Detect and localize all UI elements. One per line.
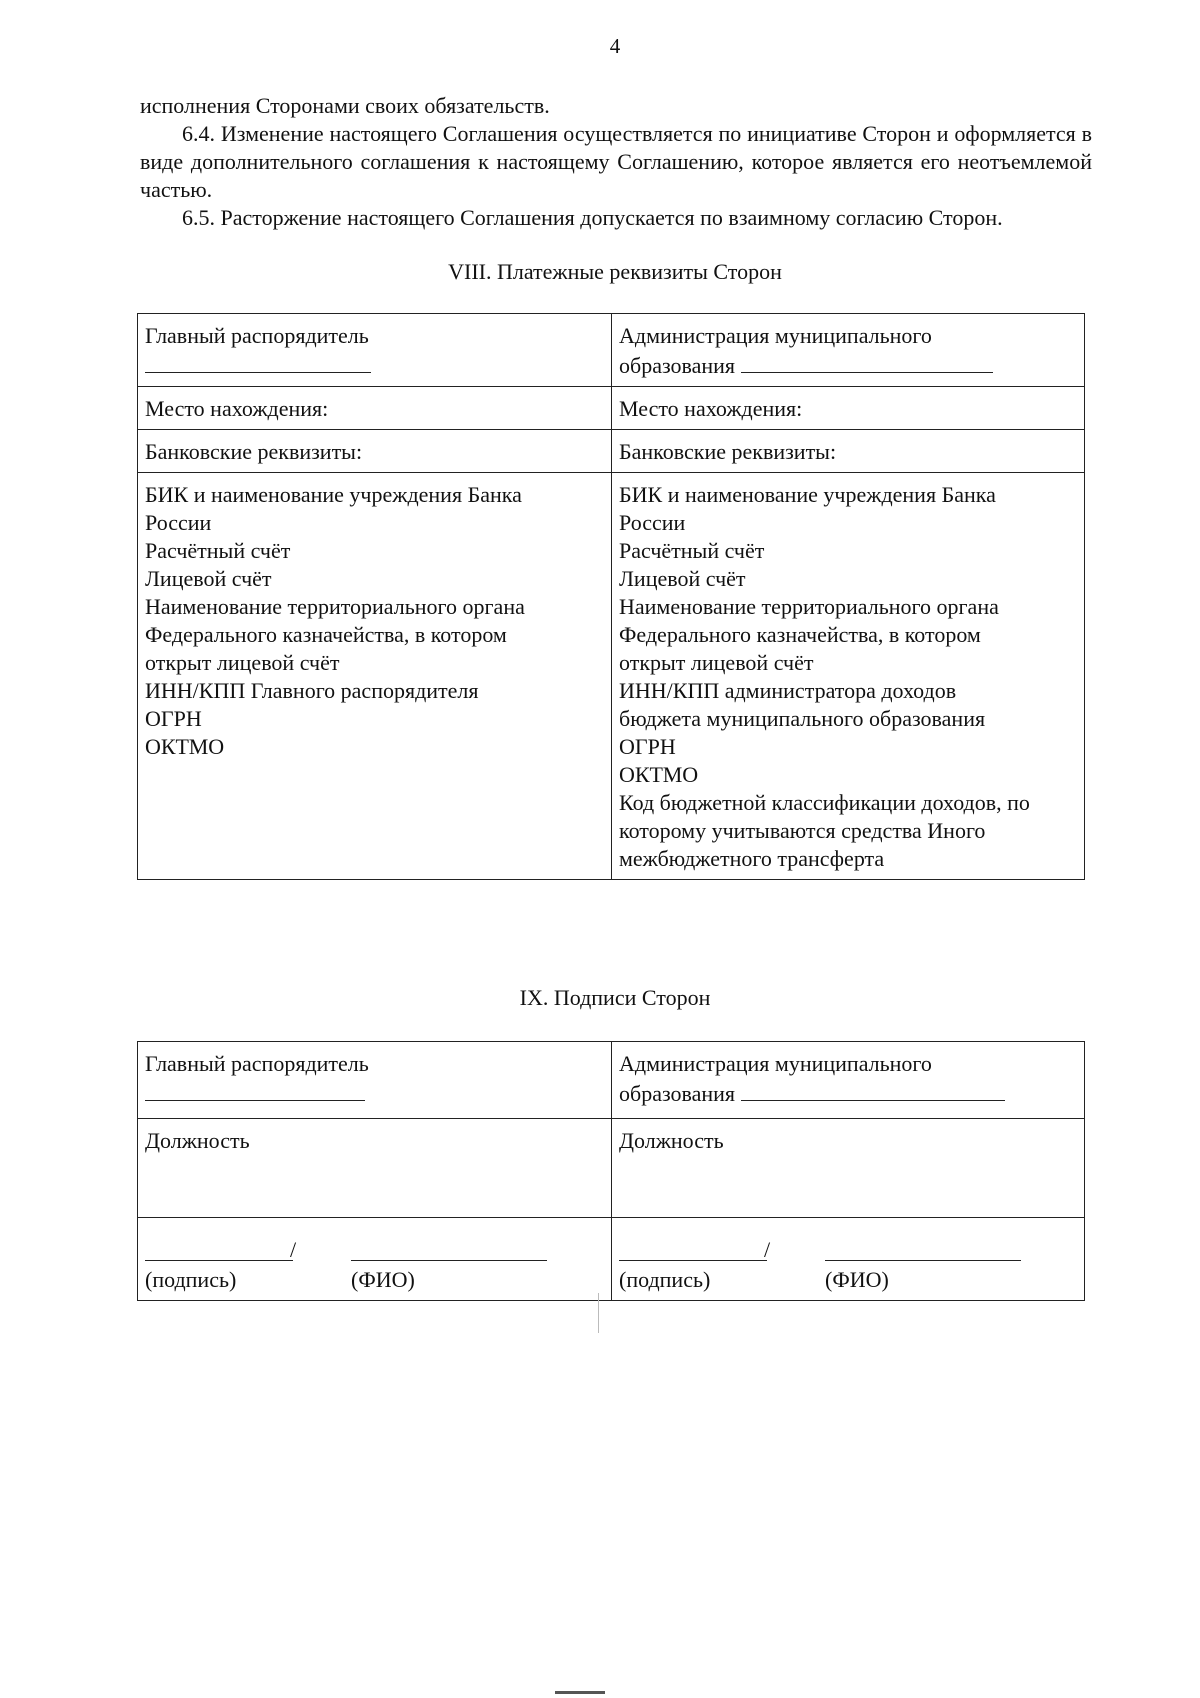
right-bank-details [612,473,1085,880]
right-location: Место нахождения: [612,387,1085,430]
left-detail-line: ИНН/КПП Главного распорядителя [145,678,479,703]
sig-left-name-line [351,1226,547,1261]
right-bank-heading: Банковские реквизиты: [612,430,1085,473]
sig-right-signature-line [619,1226,767,1261]
left-detail-line: Расчётный счёт [145,538,291,563]
right-detail-line: Федерального казначейства, в котором [619,622,981,647]
paragraph-6-5: 6.5. Расторжение настоящего Соглашения допускается по взаимному согласию Сторон. [182,205,1003,230]
sig-right-slash: / [764,1237,771,1262]
paragraph-6-3-end: исполнения Сторонами своих обязательств. [140,93,550,118]
left-party-blank-line [145,350,605,380]
left-detail-line: ОКТМО [145,734,225,759]
bank-details-row [138,473,1085,880]
scan-artifact-mark [555,1691,605,1694]
left-detail-line: открыт лицевой счёт [145,650,340,675]
sig-left-party-blank-line [145,1078,605,1108]
page-number: 4 [609,34,621,58]
sig-right-position: Должность [612,1119,1085,1218]
sig-left-sign-cell [138,1218,612,1301]
left-bank-heading: Банковские реквизиты: [138,430,612,473]
right-detail-line: Код бюджетной классификации доходов, по [619,790,1030,815]
left-detail-line: Наименование территориального органа [145,594,525,619]
location-row [138,387,1085,430]
left-party-cell [138,314,612,387]
left-detail-line: Федерального казначейства, в котором [145,622,507,647]
left-detail-line: России [145,510,212,535]
bank-row [138,430,1085,473]
right-detail-line: ИНН/КПП администратора доходов [619,678,957,703]
sig-left-party-cell [138,1042,612,1119]
right-party-name-line2 [619,350,1078,380]
sig-right-sign-label: (подпись) [619,1267,711,1292]
right-detail-line: которому учитываются средства Иного [619,818,986,843]
party-row [138,314,1085,387]
position-row [138,1119,1085,1218]
left-detail-line: БИК и наименование учреждения Банка [145,482,522,507]
sig-right-name-label: (ФИО) [825,1267,889,1292]
sig-left-name-label: (ФИО) [351,1267,415,1292]
sig-right-name-line [825,1226,1021,1261]
payment-details-table [137,313,1085,880]
sign-row [138,1218,1085,1301]
sig-right-party-name-line2 [619,1078,1078,1108]
sig-left-party-name: Главный распорядитель [145,1051,369,1076]
right-detail-line: России [619,510,686,535]
signature-party-row [138,1042,1085,1119]
right-detail-line: БИК и наименование учреждения Банка [619,482,996,507]
left-bank-details [138,473,612,880]
right-detail-line: ОГРН [619,734,676,759]
left-location: Место нахождения: [138,387,612,430]
sig-left-signature-line [145,1226,293,1261]
section-viii-title: VIII. Платежные реквизиты Сторон [448,259,782,284]
scan-artifact-line [598,1293,599,1333]
right-detail-line: ОКТМО [619,762,699,787]
right-detail-line: межбюджетного трансферта [619,846,885,871]
sig-left-position: Должность [138,1119,612,1218]
sig-right-party-name-line1: Администрация муниципального [619,1051,932,1076]
sig-right-sign-cell [612,1218,1085,1301]
right-detail-line: открыт лицевой счёт [619,650,814,675]
right-detail-line: бюджета муниципального образования [619,706,986,731]
right-detail-line: Лицевой счёт [619,566,746,591]
section-ix-title: IX. Подписи Сторон [519,985,711,1010]
right-party-name-line1: Администрация муниципального [619,323,932,348]
left-detail-line: ОГРН [145,706,202,731]
sig-right-sign-lines [619,1226,1078,1294]
right-detail-line: Наименование территориального органа [619,594,999,619]
right-party-name-line2-text: образования [619,353,736,378]
sig-left-sign-label: (подпись) [145,1267,237,1292]
sig-left-sign-lines [145,1226,605,1294]
sig-right-party-name-line2-text: образования [619,1081,736,1106]
signatures-table [137,1041,1085,1301]
right-party-cell [612,314,1085,387]
sig-right-party-cell [612,1042,1085,1119]
right-detail-line: Расчётный счёт [619,538,765,563]
paragraph-6-4: 6.4. Изменение настоящего Соглашения осуществляется по инициативе Сторон и оформляется в виде дополнительного соглашения к настоящему Соглашению, которое является его неотъемлемой частью. [140,121,1092,202]
sig-left-slash: / [290,1237,297,1262]
left-party-name: Главный распорядитель [145,323,369,348]
left-detail-line: Лицевой счёт [145,566,272,591]
